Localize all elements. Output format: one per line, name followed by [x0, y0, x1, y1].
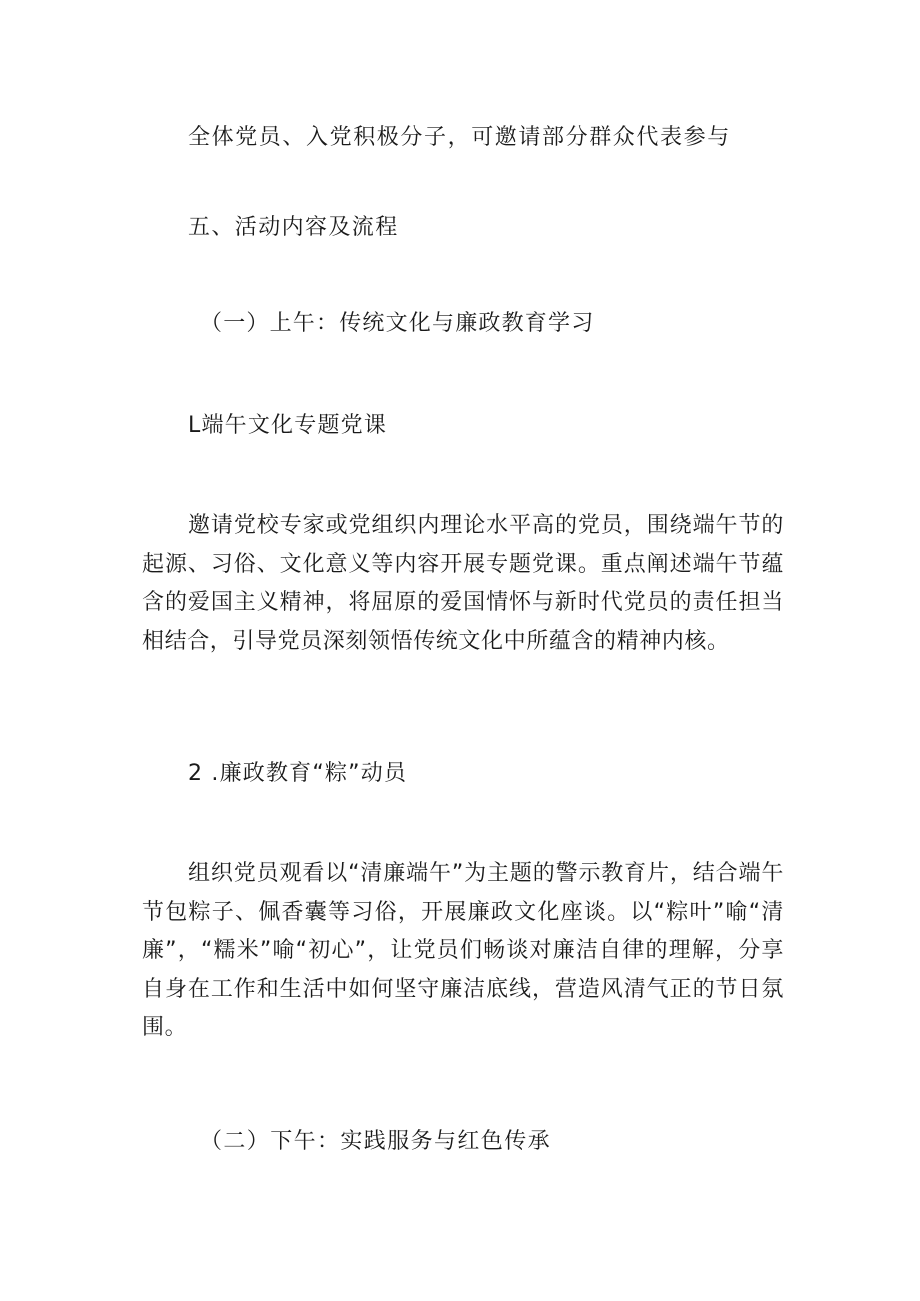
- item-one-heading: L端午文化专题党课: [188, 413, 388, 438]
- subsection-one-heading: （一）上午：传统文化与廉政教育学习: [200, 311, 595, 336]
- subsection-two-heading: （二）下午：实践服务与红色传承: [200, 1129, 552, 1154]
- item-two-paragraph: 组织党员观看以“清廉端午”为主题的警示教育片，结合端午节包粽子、佩香囊等习俗，开展廉政文化座谈。以“粽叶”喻“清廉”，“糯米”喻“初心”，让党员们畅谈对廉洁自律的理解，分享自身在工作和生活中如何坚守廉洁底线，营造风清气正的节日氛围。: [142, 861, 784, 1040]
- item-one-paragraph: 邀请党校专家或党组织内理论水平高的党员，围绕端午节的起源、习俗、文化意义等内容开展专题党课。重点阐述端午节蕴含的爱国主义精神，将屈原的爱国情怀与新时代党员的责任担当相结合，引导党员深刻领悟传统文化中所蕴含的精神内核。: [142, 513, 784, 654]
- participants-line: 全体党员、入党积极分子，可邀请部分群众代表参与: [188, 125, 731, 150]
- item-two-heading: 2 .廉政教育“粽”动员: [188, 761, 408, 786]
- section-five-heading: 五、活动内容及流程: [188, 215, 399, 240]
